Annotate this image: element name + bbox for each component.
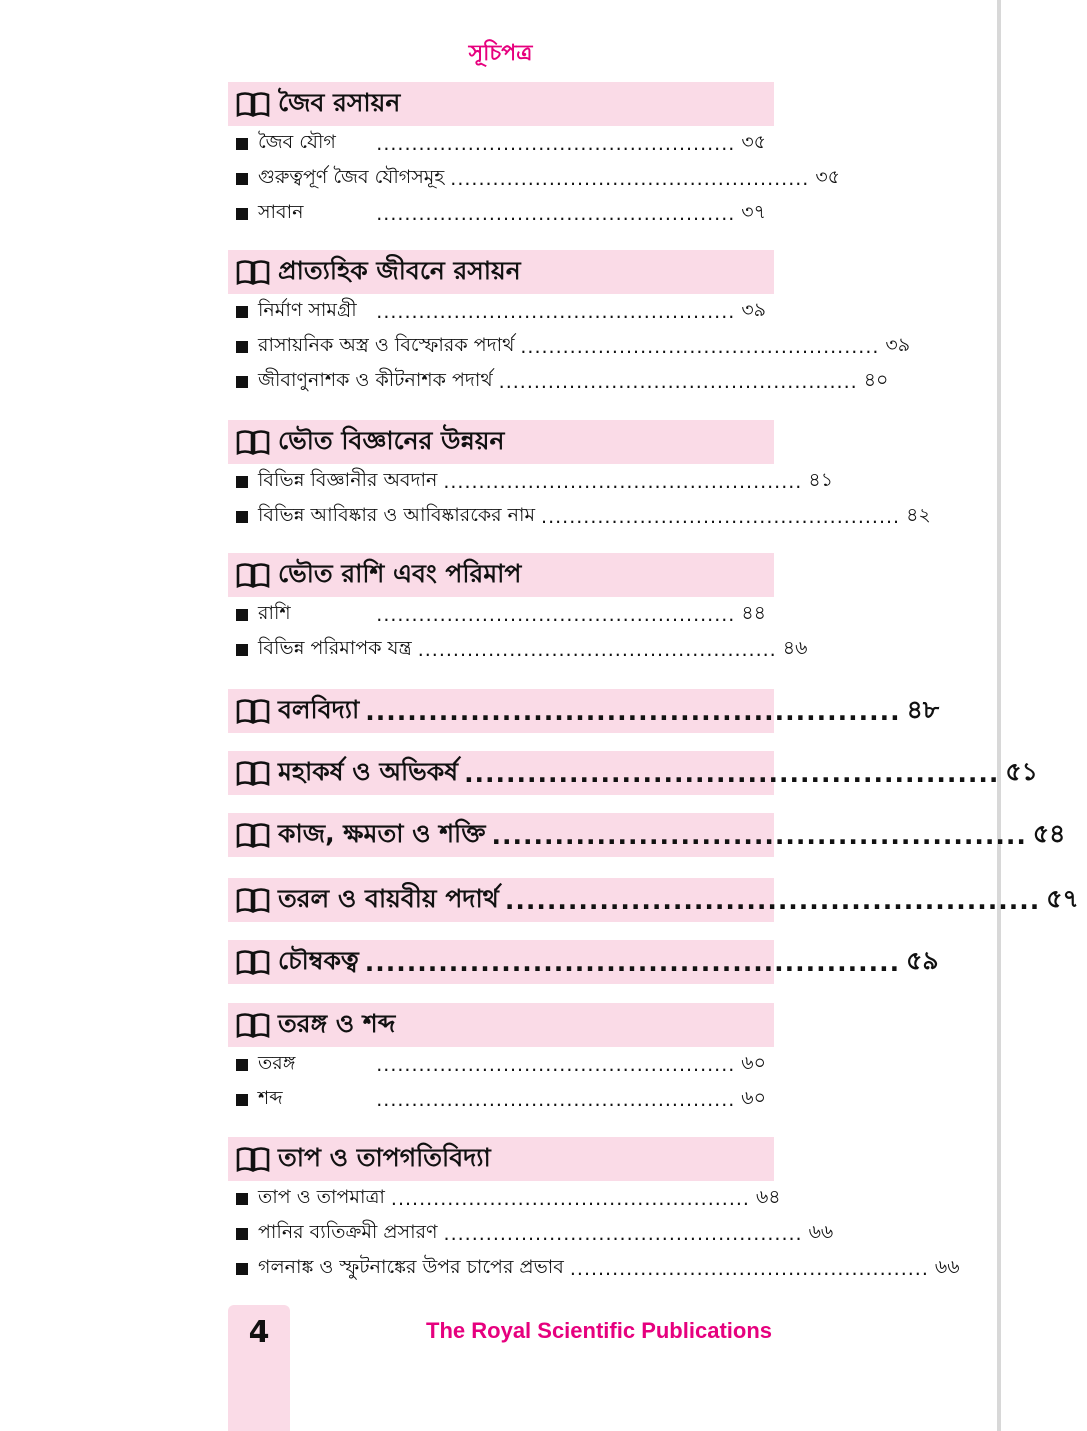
item-title: জীবাণুনাশক ও কীটনাশক পদার্থ: [258, 368, 493, 391]
toc-section: [228, 689, 940, 733]
item-page: ৪৬: [782, 636, 808, 659]
leader-dots: ...................................................: [498, 370, 858, 393]
open-book-icon: [236, 91, 270, 117]
item-page: ৩৫: [741, 130, 766, 153]
toc-item[interactable]: [228, 364, 889, 399]
item-page: ৪২: [906, 503, 931, 526]
toc-item[interactable]: [228, 1047, 774, 1082]
square-bullet-icon: [236, 306, 248, 318]
page-title: সূচিপত্র: [468, 41, 533, 66]
item-page: ৩৯: [741, 298, 766, 321]
toc-item[interactable]: [228, 499, 931, 534]
open-book-icon: [236, 949, 270, 975]
open-book-icon: [236, 887, 270, 913]
item-title: রাশি: [258, 601, 291, 624]
section-heading[interactable]: [228, 553, 774, 597]
item-page: ৬০: [741, 1086, 766, 1109]
section-title: জৈব রসায়ন: [278, 87, 401, 117]
square-bullet-icon: [236, 376, 248, 388]
leader-dots: ...................................................: [376, 132, 736, 155]
toc-item[interactable]: [228, 597, 774, 632]
leader-dots: ...................................................: [569, 1257, 929, 1280]
toc-item[interactable]: [228, 1251, 960, 1286]
item-title: তাপ ও তাপমাত্রা: [258, 1185, 385, 1208]
toc-section: [228, 940, 939, 984]
section-heading[interactable]: [228, 940, 939, 984]
section-page: ৪৮: [906, 694, 940, 724]
item-page: ৪৪: [741, 601, 766, 624]
leader-dots: ...................................................: [520, 335, 880, 358]
leader-dots: ...................................................: [443, 470, 803, 493]
section-page: ৫৪: [1032, 818, 1066, 848]
item-title: গলনাঙ্ক ও স্ফুটনাঙ্কের উপর চাপের প্রভাব: [258, 1255, 564, 1278]
section-heading[interactable]: [228, 689, 940, 733]
item-page: ৩৯: [885, 333, 911, 356]
section-title: বলবিদ্যা: [278, 694, 360, 724]
square-bullet-icon: [236, 138, 248, 150]
open-book-icon: [236, 1012, 270, 1038]
leader-dots: ...................................................: [365, 696, 901, 726]
section-heading[interactable]: [228, 813, 1066, 857]
item-page: ৬৬: [934, 1255, 960, 1278]
section-title: কাজ, ক্ষমতা ও শক্তি: [278, 818, 486, 848]
square-bullet-icon: [236, 1263, 248, 1275]
square-bullet-icon: [236, 511, 248, 523]
publisher-name: The Royal Scientific Publications: [426, 1318, 772, 1343]
leader-dots: ...................................................: [443, 1222, 803, 1245]
section-title: তরঙ্গ ও শব্দ: [278, 1008, 396, 1038]
section-heading[interactable]: [228, 1003, 774, 1047]
square-bullet-icon: [236, 341, 248, 353]
toc-item[interactable]: [228, 126, 774, 161]
item-title: শব্দ: [258, 1086, 283, 1109]
toc-section: [228, 751, 1038, 795]
toc-item[interactable]: [228, 329, 911, 364]
leader-dots: ...................................................: [376, 300, 736, 323]
square-bullet-icon: [236, 173, 248, 185]
item-page: ৪১: [808, 468, 834, 491]
leader-dots: ...................................................: [376, 1088, 736, 1111]
toc-item[interactable]: [228, 196, 774, 231]
leader-dots: ...................................................: [464, 758, 1000, 788]
toc-section: [228, 420, 931, 534]
leader-dots: ...................................................: [376, 1053, 736, 1076]
toc-section: [228, 1137, 960, 1286]
toc-section: [228, 250, 911, 399]
item-title: নির্মাণ সামগ্রী: [258, 298, 357, 321]
toc-item[interactable]: [228, 464, 834, 499]
toc-section: [228, 553, 808, 667]
page-edge: [997, 0, 1001, 1431]
section-heading[interactable]: [228, 82, 774, 126]
leader-dots: ...................................................: [491, 820, 1027, 850]
section-title: ভৌত বিজ্ঞানের উন্নয়ন: [278, 425, 505, 455]
section-heading[interactable]: [228, 878, 1079, 922]
item-page: ৪০: [863, 368, 889, 391]
square-bullet-icon: [236, 609, 248, 621]
square-bullet-icon: [236, 644, 248, 656]
item-title: রাসায়নিক অস্ত্র ও বিস্ফোরক পদার্থ: [258, 333, 515, 356]
square-bullet-icon: [236, 208, 248, 220]
open-book-icon: [236, 760, 270, 786]
leader-dots: ...................................................: [541, 505, 901, 528]
toc-item[interactable]: [228, 161, 841, 196]
section-title: প্রাত্যহিক জীবনে রসায়ন: [278, 255, 521, 285]
item-title: বিভিন্ন আবিষ্কার ও আবিষ্কারকের নাম: [258, 503, 536, 526]
page-number: 4: [248, 1315, 270, 1350]
leader-dots: ...................................................: [417, 638, 777, 661]
item-title: জৈব যৌগ: [258, 130, 336, 153]
section-page: ৫৯: [906, 945, 939, 975]
section-page: ৫১: [1005, 756, 1038, 786]
leader-dots: ...................................................: [504, 885, 1041, 915]
section-title: মহাকর্ষ ও অভিকর্ষ: [278, 756, 459, 786]
leader-dots: ...................................................: [390, 1187, 750, 1210]
square-bullet-icon: [236, 1059, 248, 1071]
toc-section: [228, 82, 841, 231]
item-title: সাবান: [258, 200, 304, 223]
section-heading[interactable]: [228, 420, 774, 464]
section-title: তরল ও বায়বীয় পদার্থ: [278, 883, 499, 913]
square-bullet-icon: [236, 1193, 248, 1205]
square-bullet-icon: [236, 1094, 248, 1106]
toc-item[interactable]: [228, 1082, 774, 1117]
open-book-icon: [236, 822, 270, 848]
item-title: বিভিন্ন পরিমাপক যন্ত্র: [258, 636, 412, 659]
item-title: তরঙ্গ: [258, 1051, 296, 1074]
section-title: ভৌত রাশি এবং পরিমাপ: [278, 558, 522, 588]
open-book-icon: [236, 698, 270, 724]
item-title: গুরুত্বপূর্ণ জৈব যৌগসমূহ: [258, 165, 445, 188]
item-page: ৬০: [741, 1051, 766, 1074]
leader-dots: ...................................................: [364, 947, 901, 977]
toc-section: [228, 1003, 774, 1117]
toc-item[interactable]: [228, 294, 774, 329]
toc-section: [228, 813, 1066, 857]
item-title: পানির ব্যতিক্রমী প্রসারণ: [258, 1220, 438, 1243]
item-page: ৬৪: [755, 1185, 781, 1208]
leader-dots: ...................................................: [450, 167, 810, 190]
open-book-icon: [236, 429, 270, 455]
item-title: বিভিন্ন বিজ্ঞানীর অবদান: [258, 468, 438, 491]
toc-section: [228, 878, 1079, 922]
section-title: তাপ ও তাপগতিবিদ্যা: [278, 1142, 491, 1172]
item-page: ৩৭: [741, 200, 766, 223]
leader-dots: ...................................................: [376, 603, 736, 626]
open-book-icon: [236, 259, 270, 285]
toc-item[interactable]: [228, 1181, 781, 1216]
section-heading[interactable]: [228, 250, 774, 294]
leader-dots: ...................................................: [376, 202, 736, 225]
square-bullet-icon: [236, 476, 248, 488]
section-title: চৌম্বকত্ব: [278, 945, 359, 975]
open-book-icon: [236, 562, 270, 588]
section-page: ৫৭: [1046, 883, 1079, 913]
open-book-icon: [236, 1146, 270, 1172]
toc-item[interactable]: [228, 1216, 834, 1251]
section-heading[interactable]: [228, 751, 1038, 795]
toc-item[interactable]: [228, 632, 808, 667]
square-bullet-icon: [236, 1228, 248, 1240]
section-heading[interactable]: [228, 1137, 774, 1181]
item-page: ৩৫: [815, 165, 841, 188]
item-page: ৬৬: [808, 1220, 834, 1243]
